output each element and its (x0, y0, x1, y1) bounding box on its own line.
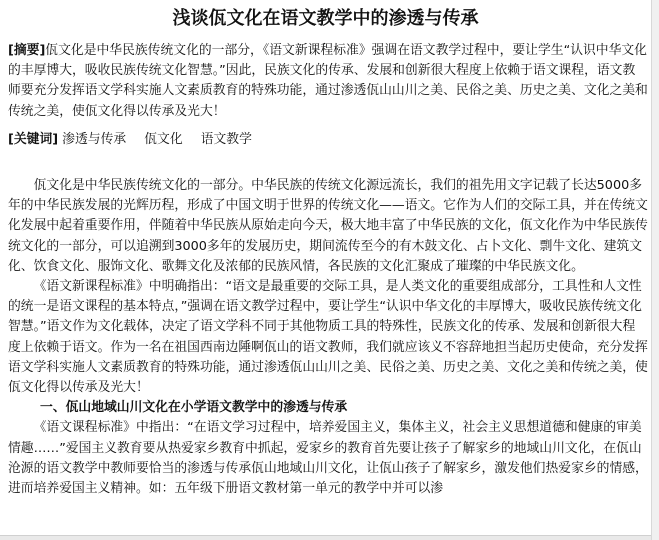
vertical-scrollbar[interactable] (651, 0, 659, 540)
article-title: 浅谈佤文化在语文教学中的渗透与传承 (172, 8, 479, 29)
body-paragraph: 《语文新课程标准》中明确指出：“语文是最重要的交际工具，是人类文化的重要组成部分，工具性和人文性的统一是语文课程的基本特点，”强调在语文教学过程中，要让学生“认识中华文化的丰厚博大，吸收民族传统文化智慧。”语文作为文化载体，决定了语文学科不同于其他物质工具的特殊性，民族文化的传承、发展和创新很大程度上依赖于语文。作为一名在祖国西南边陲啊佤山的语文教师，我们就应该义不容辞地担当起历史使命，充分发挥语文学科实施人文素质教育的特殊功能，通过渗透佤山山川之美、民俗之美、历史之美、文化之美和传统之美，使佤文化得以传承及光大！ (8, 279, 648, 396)
keyword-item: 佤文化 (144, 132, 183, 147)
keyword-item: 渗透与传承 (62, 132, 127, 147)
abstract-text: 佤文化是中华民族传统文化的一部分，《语文新课程标准》强调在语文教学过程中，要让学生“认识中华文化的丰厚博大，吸收民族传统文化智慧。”因此，民族文化的传承、发展和创新很大程度上依赖于语文课程，语文教师要充分发挥语文学科实施人文素质教育的特殊功能，通过渗透佤山山川之美、民俗之美、历史之美、文化之美和传统之美，使佤文化得以传承及光大！ (8, 43, 648, 119)
article-body (8, 176, 648, 499)
keywords-label: [关键词] (8, 132, 59, 147)
body-paragraph: 佤文化是中华民族传统文化的一部分。中华民族的传统文化源远流长，我们的祖先用文字记载了长达5000多年的中华民族发展的光辉历程，形成了中国文明于世界的传统文化——语文。它作为人们的交际工具，并在传统文化发展中起着重要作用，伴随着中华民族从原始走向今天，极大地丰富了中华民族的文化，佤文化作为中华民族传统文化的一部分，可以追溯到3000多年的发展历史，期间流传至今的有木鼓文化、占卜文化、剽牛文化、建筑文化、饮食文化、服饰文化、歌舞文化及浓郁的民族风情，各民族的文化汇聚成了璀璨的中华民族文化。 (8, 178, 648, 274)
horizontal-scrollbar[interactable] (0, 535, 651, 540)
section-heading: 一、佤山地域山川文化在小学语文教学中的渗透与传承 (40, 400, 348, 416)
abstract (8, 41, 648, 122)
section-paragraph: 《语文课程标准》中指出：“在语文学习过程中，培养爱国主义，集体主义，社会主义思想道德和健康的审美情趣……”爱国主义教育要从热爱家乡教育中抓起，爱家乡的教育首先要让孩子了解家乡的地域山川文化，在佤山沧源的语文教学中教师要恰当的渗透与传承佤山地域山川文化，让佤山孩子了解家乡，激发他们热爱家乡的情感，进而培养爱国主义精神。如：五年级下册语文教材第一单元的教学中并可以渗 (8, 420, 648, 497)
keyword-item: 语文教学 (200, 132, 252, 147)
abstract-label: [摘要] (8, 43, 46, 58)
keywords (8, 130, 648, 150)
